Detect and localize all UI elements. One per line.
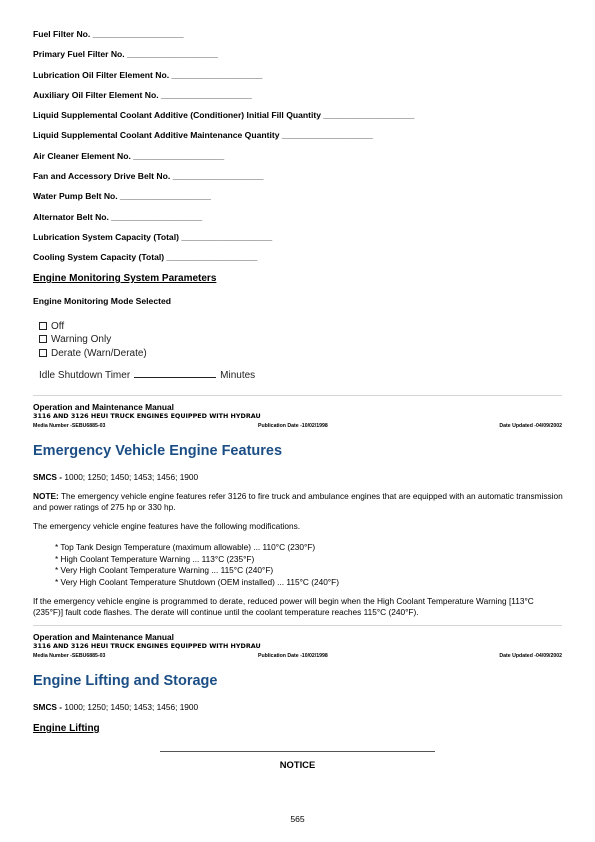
media-number: Media Number -SEBU6885-03 (33, 423, 106, 429)
divider (33, 625, 562, 626)
field-sca-initial-fill: Liquid Supplemental Coolant Additive (Conditioner) Initial Fill Quantity ___________________ (33, 110, 415, 121)
field-water-pump-belt: Water Pump Belt No. ___________________ (33, 191, 211, 202)
smcs-line (33, 702, 198, 712)
list-item-text: Top Tank Design Temperature (maximum allowable) ... 110°C (230°F) (60, 542, 316, 552)
field-primary-fuel-filter: Primary Fuel Filter No. ___________________ (33, 49, 218, 60)
list-item-text: Very High Coolant Temperature Warning ... 115°C (240°F) (60, 565, 274, 576)
field-fan-belt: Fan and Accessory Drive Belt No. ___________________ (33, 171, 264, 182)
publication-date: Publication Date -10/02/1998 (258, 423, 328, 429)
checkbox-icon[interactable] (39, 335, 47, 343)
option-label: Off (51, 321, 65, 332)
media-number: Media Number -SEBU6885-03 (33, 653, 106, 659)
bullet-list (55, 542, 339, 588)
bullet-icon: * (55, 565, 61, 576)
smcs-line (33, 472, 198, 482)
field-fuel-filter: Fuel Filter No. ___________________ (33, 29, 184, 39)
engine-title: 3116 AND 3126 HEUI TRUCK ENGINES EQUIPPED WITH HYDRAU (33, 412, 261, 420)
field-alternator-belt: Alternator Belt No. ___________________ (33, 211, 203, 222)
smcs-label: SMCS - (33, 472, 63, 482)
list-item-text: Very High Coolant Temperature Shutdown (OEM installed) ... 115°C (240°F) (60, 576, 339, 587)
list-item (55, 542, 339, 554)
doc-meta (33, 653, 562, 662)
smcs-label: SMCS - (33, 702, 63, 712)
doc-meta (33, 423, 562, 432)
option-label: Derate (Warn/Derate) (51, 347, 147, 359)
note-text: The emergency vehicle engine features refer 3126 to fire truck and ambulance engines that are equipped with an automatic transmission and power ratings of 275 hp or 330 hp. (33, 491, 563, 513)
bullet-icon: * (55, 576, 61, 587)
checkbox-icon[interactable] (39, 349, 47, 357)
option-label: Warning Only (51, 334, 112, 346)
monitoring-heading: Engine Monitoring System Parameters (33, 273, 217, 284)
bullet-icon: * (55, 553, 61, 564)
field-sca-maintenance: Liquid Supplemental Coolant Additive Maintenance Quantity ___________________ (33, 130, 373, 141)
publication-date: Publication Date -10/02/1998 (258, 653, 328, 659)
section-title-emergency: Emergency Vehicle Engine Features (33, 443, 283, 459)
idle-unit: Minutes (220, 370, 256, 381)
date-updated: Date Updated -04/09/2002 (499, 653, 562, 659)
manual-title: Operation and Maintenance Manual (33, 632, 175, 642)
list-item (55, 565, 339, 577)
field-aux-oil-filter: Auxiliary Oil Filter Element No. ___________________ (33, 89, 252, 100)
divider (33, 395, 562, 396)
date-updated: Date Updated -04/09/2002 (499, 423, 562, 429)
intro-paragraph: The emergency vehicle engine features have the following modifications. (33, 521, 301, 531)
option-off[interactable] (39, 320, 147, 333)
section-title-lifting: Engine Lifting and Storage (33, 673, 218, 689)
monitoring-options (39, 320, 147, 360)
page-number: 565 (290, 814, 305, 824)
smcs-codes: 1000; 1250; 1450; 1453; 1456; 1900 (62, 472, 199, 482)
checkbox-icon[interactable] (39, 322, 47, 330)
note-label: NOTE: (33, 491, 59, 501)
option-derate[interactable] (39, 347, 147, 360)
manual-title: Operation and Maintenance Manual (33, 402, 175, 412)
field-lube-capacity: Lubrication System Capacity (Total) ___________________ (33, 231, 273, 242)
option-warning-only[interactable] (39, 333, 147, 346)
record-fields (33, 28, 573, 272)
doc-header (33, 632, 562, 662)
idle-label: Idle Shutdown Timer (39, 370, 131, 381)
list-item-text: High Coolant Temperature Warning ... 113°C (235°F) (60, 553, 255, 564)
doc-header (33, 402, 562, 432)
idle-blank-line (134, 369, 216, 378)
list-item (55, 554, 339, 566)
monitoring-mode-label: Engine Monitoring Mode Selected (33, 296, 171, 306)
notice-divider (160, 751, 435, 752)
notice-heading: NOTICE (279, 759, 316, 770)
subheading-engine-lifting: Engine Lifting (33, 723, 100, 734)
field-lube-oil-filter: Lubrication Oil Filter Element No. ___________________ (33, 69, 263, 80)
closing-paragraph: If the emergency vehicle engine is programmed to derate, reduced power will begin when the High Coolant Temperature Warning [113°C (235°F)] fault code flashes. The derate will continue until the coolant temperature reaches 115°C (240°F). (33, 596, 534, 618)
note-paragraph (33, 491, 563, 513)
bullet-icon: * (55, 542, 61, 552)
field-cooling-capacity: Cooling System Capacity (Total) ___________________ (33, 252, 258, 263)
list-item (55, 577, 339, 589)
idle-shutdown-timer (39, 369, 255, 381)
engine-title: 3116 AND 3126 HEUI TRUCK ENGINES EQUIPPED WITH HYDRAU (33, 642, 261, 650)
smcs-codes: 1000; 1250; 1450; 1453; 1456; 1900 (62, 702, 199, 712)
field-air-cleaner: Air Cleaner Element No. ___________________ (33, 150, 225, 161)
